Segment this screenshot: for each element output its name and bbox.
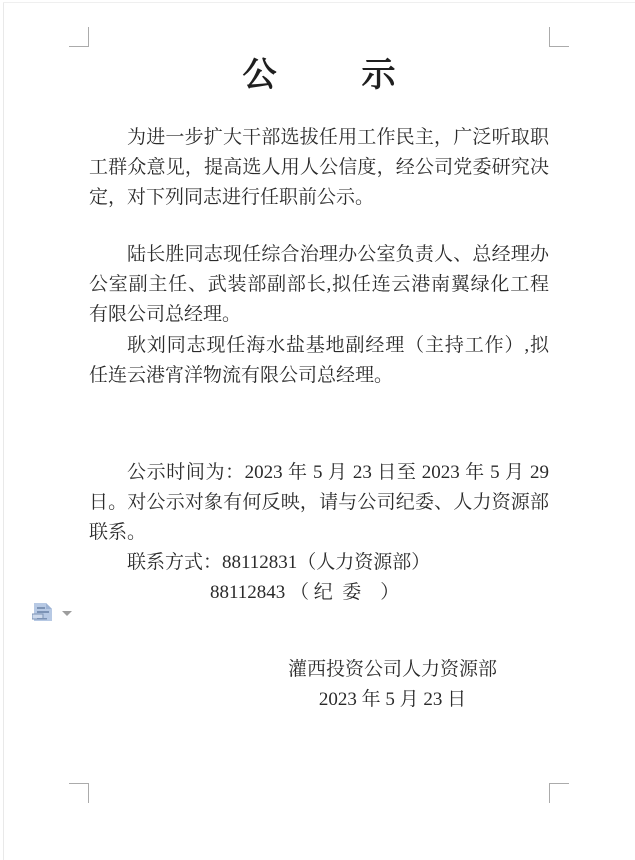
paragraph-geng-liu: 耿刘同志现任海水盐基地副经理（主持工作）,拟任连云港宵洋物流有限公司总经理。 xyxy=(89,335,549,386)
chevron-down-icon xyxy=(62,611,72,616)
crop-mark-top-left xyxy=(69,27,89,47)
page-edge-left xyxy=(3,2,4,860)
crop-mark-bottom-right xyxy=(549,783,569,803)
paste-options-icon xyxy=(32,602,55,623)
paste-options-button[interactable] xyxy=(32,602,72,623)
paragraph-contact-hr: 联系方式：88112831（人力资源部） xyxy=(127,552,431,573)
paragraph-contact-jiwei: 88112843 （ 纪 委 ） xyxy=(210,582,400,603)
title-char-right: 示 xyxy=(361,55,396,95)
signature-department: 灌西投资公司人力资源部 xyxy=(287,659,497,680)
page-title xyxy=(89,53,549,97)
signature-block xyxy=(288,655,497,715)
signature-date: 2023 年 5 月 23 日 xyxy=(318,689,467,710)
paragraph-intro: 为进一步扩大干部选拔任用工作民主，广泛听取职工群众意见，提高选人用人公信度，经公司党委研究决定，对下列同志进行任职前公示。 xyxy=(89,127,549,208)
crop-mark-bottom-left xyxy=(69,783,89,803)
paragraph-publicity-period: 公示时间为：2023 年 5 月 23 日至 2023 年 5 月 29 日。对公示对象有何反映，请与公司纪委、人力资源部联系。 xyxy=(89,462,549,543)
crop-mark-top-right xyxy=(549,27,569,47)
title-char-left: 公 xyxy=(242,55,277,95)
paragraph-lu-changsheng: 陆长胜同志现任综合治理办公室负责人、总经理办公室副主任、武装部副部长,拟任连云港南翼绿化工程有限公司总经理。 xyxy=(89,244,549,325)
document-body xyxy=(89,0,549,715)
